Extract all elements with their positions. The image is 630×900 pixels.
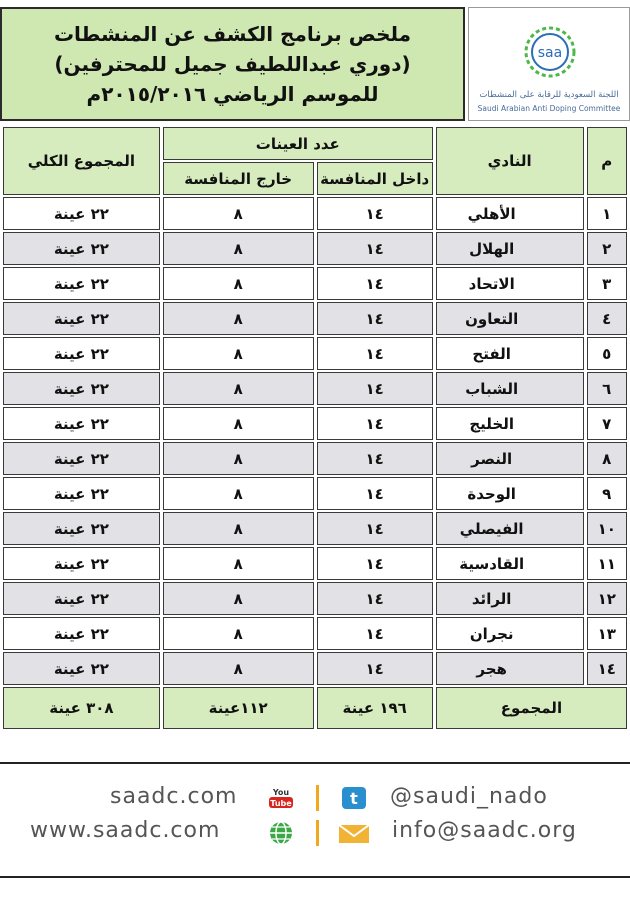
row-total-cell: ٢٢ عينة bbox=[3, 407, 160, 440]
header-total: المجموع الكلي bbox=[3, 127, 160, 195]
svg-text:t: t bbox=[350, 789, 358, 808]
row-in-competition-cell: ١٤ bbox=[317, 267, 433, 300]
row-number-cell: ١٣ bbox=[587, 617, 627, 650]
row-club-cell: الوحدة bbox=[436, 477, 584, 510]
table-row bbox=[3, 197, 627, 230]
row-club-cell: الفيصلي bbox=[436, 512, 584, 545]
row-total-cell: ٢٢ عينة bbox=[3, 232, 160, 265]
sum-in-competition-cell: ١٩٦ عينة bbox=[317, 687, 433, 729]
title-line-3: للموسم الرياضي ٢٠١٥/٢٠١٦م bbox=[86, 82, 379, 106]
row-club-cell: الرائد bbox=[436, 582, 584, 615]
row-in-competition-cell: ١٤ bbox=[317, 512, 433, 545]
row-club-cell: التعاون bbox=[436, 302, 584, 335]
row-club-cell: الهلال bbox=[436, 232, 584, 265]
footer-twitter-handle[interactable]: @saudi_nado bbox=[390, 784, 548, 809]
row-in-competition-cell: ١٤ bbox=[317, 337, 433, 370]
table-row bbox=[3, 232, 627, 265]
row-out-competition-cell: ٨ bbox=[163, 372, 314, 405]
row-number-cell: ١٢ bbox=[587, 582, 627, 615]
row-number-cell: ٥ bbox=[587, 337, 627, 370]
row-number-cell: ١٠ bbox=[587, 512, 627, 545]
table-row bbox=[3, 652, 627, 685]
sum-out-competition-cell: ١١٢عينة bbox=[163, 687, 314, 729]
row-in-competition-cell: ١٤ bbox=[317, 407, 433, 440]
row-total-cell: ٢٢ عينة bbox=[3, 477, 160, 510]
row-number-cell: ٤ bbox=[587, 302, 627, 335]
title-line-2: (دوري عبداللطيف جميل للمحترفين) bbox=[54, 52, 411, 76]
row-in-competition-cell: ١٤ bbox=[317, 652, 433, 685]
logo-text: saa bbox=[537, 45, 563, 61]
row-club-cell: نجران bbox=[436, 617, 584, 650]
table-row bbox=[3, 372, 627, 405]
row-total-cell: ٢٢ عينة bbox=[3, 442, 160, 475]
row-total-cell: ٢٢ عينة bbox=[3, 652, 160, 685]
row-club-cell: الأهلي bbox=[436, 197, 584, 230]
saadc-logo-icon bbox=[518, 20, 582, 84]
row-in-competition-cell: ١٤ bbox=[317, 302, 433, 335]
logo-arabic-name: اللجنة السعودية للرقابة على المنشطات bbox=[479, 90, 619, 100]
row-total-cell: ٢٢ عينة bbox=[3, 267, 160, 300]
row-out-competition-cell: ٨ bbox=[163, 582, 314, 615]
row-total-cell: ٢٢ عينة bbox=[3, 547, 160, 580]
header-club: النادي bbox=[436, 127, 584, 195]
table-row bbox=[3, 337, 627, 370]
footer-divider-bottom bbox=[0, 876, 630, 878]
row-total-cell: ٢٢ عينة bbox=[3, 512, 160, 545]
row-club-cell: القادسية bbox=[436, 547, 584, 580]
youtube-text-top: You bbox=[272, 788, 290, 797]
twitter-icon[interactable] bbox=[342, 787, 366, 809]
logo-english-name: Saudi Arabian Anti Doping Committee bbox=[477, 104, 621, 113]
samples-table bbox=[0, 125, 630, 731]
table-row bbox=[3, 477, 627, 510]
table-row bbox=[3, 547, 627, 580]
header-in-competition: داخل المنافسة bbox=[317, 162, 433, 195]
row-club-cell: الخليج bbox=[436, 407, 584, 440]
row-in-competition-cell: ١٤ bbox=[317, 372, 433, 405]
row-club-cell: هجر bbox=[436, 652, 584, 685]
globe-icon[interactable] bbox=[267, 820, 295, 846]
table-row bbox=[3, 267, 627, 300]
header-samples: عدد العينات bbox=[163, 127, 433, 160]
row-total-cell: ٢٢ عينة bbox=[3, 197, 160, 230]
row-out-competition-cell: ٨ bbox=[163, 407, 314, 440]
row-total-cell: ٢٢ عينة bbox=[3, 302, 160, 335]
row-number-cell: ٣ bbox=[587, 267, 627, 300]
row-number-cell: ٦ bbox=[587, 372, 627, 405]
title-line-1: ملخص برنامج الكشف عن المنشطات bbox=[53, 22, 412, 46]
row-number-cell: ٨ bbox=[587, 442, 627, 475]
header-no: م bbox=[587, 127, 627, 195]
row-out-competition-cell: ٨ bbox=[163, 302, 314, 335]
row-in-competition-cell: ١٤ bbox=[317, 582, 433, 615]
row-out-competition-cell: ٨ bbox=[163, 267, 314, 300]
row-total-cell: ٢٢ عينة bbox=[3, 582, 160, 615]
youtube-icon[interactable] bbox=[267, 786, 295, 810]
row-out-competition-cell: ٨ bbox=[163, 512, 314, 545]
footer-site-2[interactable]: www.saadc.com bbox=[30, 818, 221, 843]
row-number-cell: ١ bbox=[587, 197, 627, 230]
row-in-competition-cell: ١٤ bbox=[317, 617, 433, 650]
row-out-competition-cell: ٨ bbox=[163, 337, 314, 370]
header-out-competition: خارج المنافسة bbox=[163, 162, 314, 195]
table-row bbox=[3, 407, 627, 440]
footer-divider-top bbox=[0, 762, 630, 764]
row-in-competition-cell: ١٤ bbox=[317, 477, 433, 510]
table-row bbox=[3, 582, 627, 615]
title-box bbox=[0, 7, 465, 121]
table-header-row-1 bbox=[3, 127, 627, 160]
table-sum-row bbox=[3, 687, 627, 729]
row-number-cell: ١٤ bbox=[587, 652, 627, 685]
row-in-competition-cell: ١٤ bbox=[317, 232, 433, 265]
row-out-competition-cell: ٨ bbox=[163, 617, 314, 650]
header bbox=[0, 7, 630, 125]
footer-separator-2 bbox=[316, 820, 319, 846]
row-number-cell: ١١ bbox=[587, 547, 627, 580]
table-row bbox=[3, 617, 627, 650]
row-out-competition-cell: ٨ bbox=[163, 652, 314, 685]
row-number-cell: ٧ bbox=[587, 407, 627, 440]
footer-email[interactable]: info@saadc.org bbox=[392, 818, 577, 843]
email-envelope-icon[interactable] bbox=[338, 824, 370, 844]
row-total-cell: ٢٢ عينة bbox=[3, 337, 160, 370]
youtube-text-bottom: Tube bbox=[270, 799, 292, 808]
row-number-cell: ٩ bbox=[587, 477, 627, 510]
row-in-competition-cell: ١٤ bbox=[317, 547, 433, 580]
table-row bbox=[3, 442, 627, 475]
row-out-competition-cell: ٨ bbox=[163, 197, 314, 230]
row-club-cell: النصر bbox=[436, 442, 584, 475]
row-out-competition-cell: ٨ bbox=[163, 442, 314, 475]
row-total-cell: ٢٢ عينة bbox=[3, 617, 160, 650]
footer-site-1[interactable]: saadc.com bbox=[110, 784, 238, 809]
row-number-cell: ٢ bbox=[587, 232, 627, 265]
row-total-cell: ٢٢ عينة bbox=[3, 372, 160, 405]
sum-total-cell: ٣٠٨ عينة bbox=[3, 687, 160, 729]
row-in-competition-cell: ١٤ bbox=[317, 197, 433, 230]
table-row bbox=[3, 302, 627, 335]
row-club-cell: الاتحاد bbox=[436, 267, 584, 300]
logo bbox=[468, 7, 630, 121]
row-out-competition-cell: ٨ bbox=[163, 232, 314, 265]
table-row bbox=[3, 512, 627, 545]
sum-label-cell: المجموع bbox=[436, 687, 627, 729]
row-club-cell: الشباب bbox=[436, 372, 584, 405]
footer-separator-1 bbox=[316, 785, 319, 811]
row-out-competition-cell: ٨ bbox=[163, 477, 314, 510]
row-out-competition-cell: ٨ bbox=[163, 547, 314, 580]
row-in-competition-cell: ١٤ bbox=[317, 442, 433, 475]
row-club-cell: الفتح bbox=[436, 337, 584, 370]
